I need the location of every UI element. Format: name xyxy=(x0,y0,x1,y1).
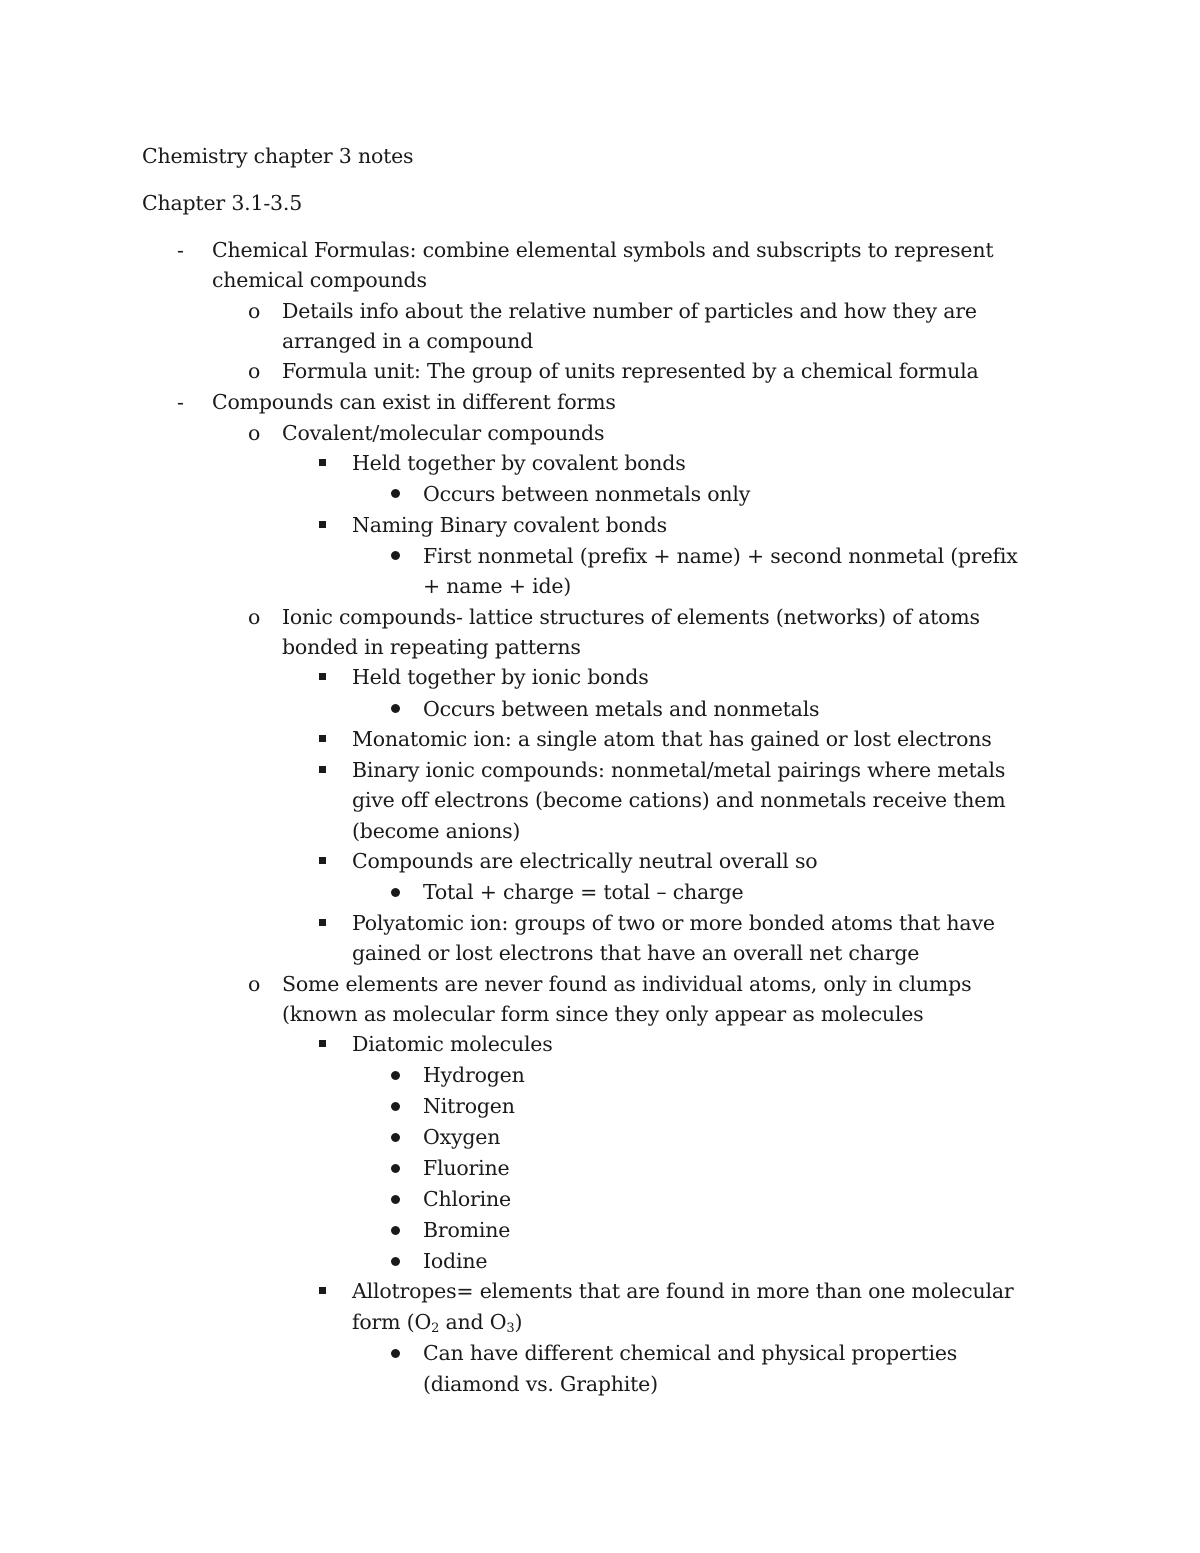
list-item-text: Covalent/molecular compounds xyxy=(282,421,605,445)
list-item-text: Details info about the relative number of particles and how they are xyxy=(282,299,977,323)
list-item-text: Held together by covalent bonds xyxy=(352,451,686,475)
circle-bullet: o xyxy=(248,605,261,629)
square-bullet xyxy=(319,919,326,926)
dash-bullet: - xyxy=(177,238,184,262)
list-item-text: Nitrogen xyxy=(423,1094,515,1118)
circle-bullet: o xyxy=(248,421,261,445)
list-item-text: Compounds can exist in different forms xyxy=(212,390,616,414)
list-item-text: Can have different chemical and physical properties xyxy=(423,1341,958,1365)
round-bullet xyxy=(391,1226,400,1235)
round-bullet xyxy=(391,1257,400,1266)
list-item-text: Monatomic ion: a single atom that has gained or lost electrons xyxy=(352,727,992,751)
text-fragment: and O xyxy=(439,1310,507,1334)
list-item-text: Compounds are electrically neutral overall so xyxy=(352,849,818,873)
round-bullet xyxy=(391,1164,400,1173)
list-item-text: Allotropes= elements that are found in more than one molecular xyxy=(352,1279,1014,1303)
list-item-text: Held together by ionic bonds xyxy=(352,665,649,689)
list-item-text: Occurs between nonmetals only xyxy=(423,482,751,506)
subscript: 2 xyxy=(431,1321,440,1336)
list-item-text: arranged in a compound xyxy=(282,329,534,353)
list-item-text: + name + ide) xyxy=(423,574,572,598)
list-item-text: Formula unit: The group of units represented by a chemical formula xyxy=(282,359,979,383)
list-item-text: Chlorine xyxy=(423,1187,511,1211)
square-bullet xyxy=(319,735,326,742)
round-bullet xyxy=(391,1102,400,1111)
text-fragment: ) xyxy=(514,1310,523,1334)
list-item-text: Binary ionic compounds: nonmetal/metal pairings where metals xyxy=(352,758,1006,782)
circle-bullet: o xyxy=(248,299,261,323)
round-bullet xyxy=(391,1133,400,1142)
dash-bullet: - xyxy=(177,390,184,414)
list-item-text: Occurs between metals and nonmetals xyxy=(423,697,820,721)
list-item-text: Ionic compounds- lattice structures of elements (networks) of atoms xyxy=(282,605,980,629)
list-item-text: gained or lost electrons that have an overall net charge xyxy=(352,941,920,965)
list-item-text: Total + charge = total – charge xyxy=(423,880,744,904)
list-item-text: First nonmetal (prefix + name) + second nonmetal (prefix xyxy=(423,544,1018,568)
list-item-text: (become anions) xyxy=(352,819,521,843)
square-bullet xyxy=(319,673,326,680)
list-item-text: Hydrogen xyxy=(423,1063,525,1087)
round-bullet xyxy=(391,1195,400,1204)
square-bullet xyxy=(319,766,326,773)
square-bullet xyxy=(319,857,326,864)
list-item-text: bonded in repeating patterns xyxy=(282,635,581,659)
subscript: 3 xyxy=(506,1321,515,1336)
list-item-text: (known as molecular form since they only appear as molecules xyxy=(282,1002,924,1026)
list-item-text: Oxygen xyxy=(423,1125,501,1149)
list-item-text: (diamond vs. Graphite) xyxy=(423,1372,658,1396)
list-item-text: Diatomic molecules xyxy=(352,1032,553,1056)
list-item-text: Polyatomic ion: groups of two or more bonded atoms that have xyxy=(352,911,995,935)
list-item-text: Iodine xyxy=(423,1249,488,1273)
list-item-text: Fluorine xyxy=(423,1156,510,1180)
circle-bullet: o xyxy=(248,359,261,383)
list-item-text: give off electrons (become cations) and nonmetals receive them xyxy=(352,788,1006,812)
square-bullet xyxy=(319,521,326,528)
round-bullet xyxy=(391,551,400,560)
list-item-text: Bromine xyxy=(423,1218,511,1242)
list-item-text: Chemical Formulas: combine elemental symbols and subscripts to represent xyxy=(212,238,994,262)
square-bullet xyxy=(319,1287,326,1294)
round-bullet xyxy=(391,1349,400,1358)
round-bullet xyxy=(391,489,400,498)
document-title: Chemistry chapter 3 notes xyxy=(142,144,414,168)
round-bullet xyxy=(391,888,400,897)
list-item-text: Naming Binary covalent bonds xyxy=(352,513,667,537)
chapter-heading: Chapter 3.1-3.5 xyxy=(142,191,303,215)
circle-bullet: o xyxy=(248,972,261,996)
round-bullet xyxy=(391,704,400,713)
square-bullet xyxy=(319,459,326,466)
round-bullet xyxy=(391,1071,400,1080)
square-bullet xyxy=(319,1040,326,1047)
list-item-text: chemical compounds xyxy=(212,268,427,292)
list-item-text: Some elements are never found as individual atoms, only in clumps xyxy=(282,972,972,996)
text-fragment: form (O xyxy=(352,1310,432,1334)
